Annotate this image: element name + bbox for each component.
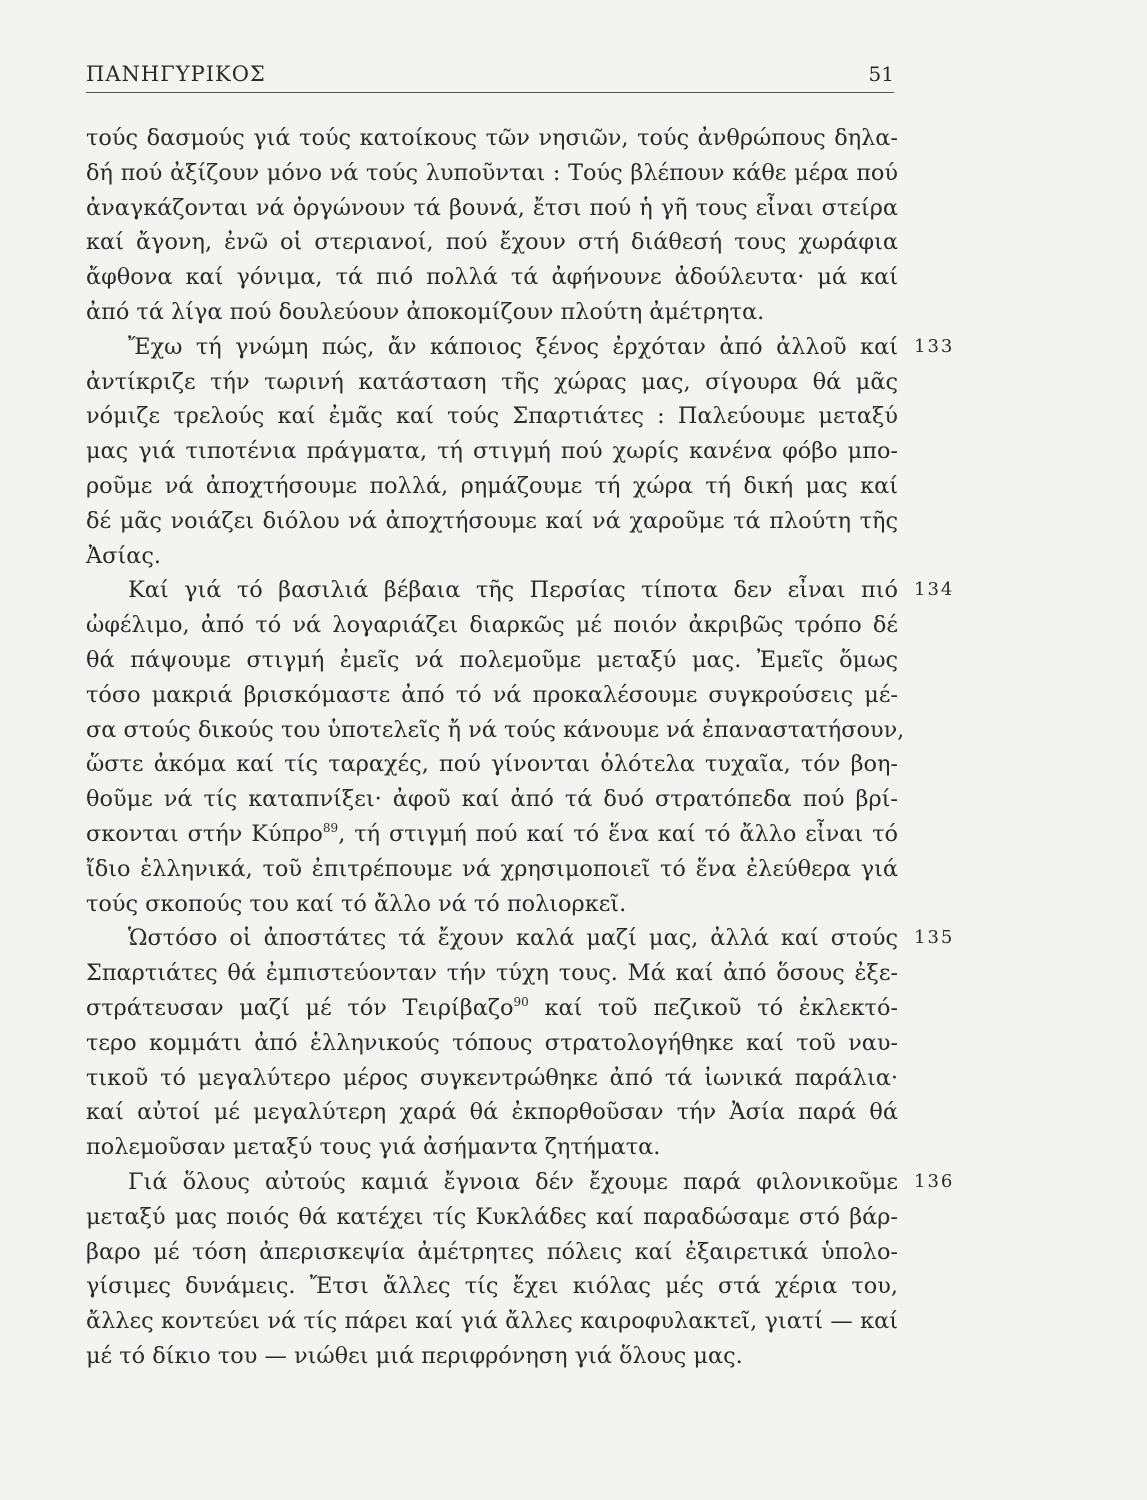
- text-line: μας γιά τιποτένια πράγματα, τή στιγμή πού χωρίς κανένα φόβο μπο-: [86, 438, 898, 465]
- line-text: Γιά ὅλους αὐτούς καμιά ἔγνοια δέν ἔχουμε παρά φιλονικοῦμε: [128, 1168, 898, 1195]
- text-line: τικοῦ τό μεγαλύτερο μέρος συγκεντρώθηκε ἀπό τά ἰωνικά παράλια·: [86, 1064, 898, 1091]
- text-line: τερο κομμάτι ἀπό ἑλληνικούς τόπους στρατολογήθηκε καί τοῦ ναυ-: [86, 1029, 898, 1056]
- footnote-ref-89[interactable]: 89: [322, 820, 339, 835]
- text-line: ἄλλες κοντεύει νά τίς πάρει καί γιά ἄλλες καιροφυλακτεῖ, γιατί — καί: [86, 1308, 898, 1335]
- text-line: ὠφέλιμο, ἀπό τό νά λογαριάζει διαρκῶς μέ ποιόν ἀκριβῶς τρόπο δέ: [86, 612, 898, 639]
- page-header: [86, 52, 894, 93]
- section-number: 134: [914, 579, 955, 601]
- text-line: καί αὐτοί μέ μεγαλύτερη χαρά θά ἐκπορθοῦσαν τήν Ἀσία παρά θά: [86, 1099, 898, 1126]
- text-line: [86, 991, 898, 1026]
- text-line: ἴδιο ἑλληνικά, τοῦ ἐπιτρέπουμε νά χρησιμοποιεῖ τό ἕνα ἐλεύθερα γιά: [86, 855, 898, 882]
- text-line: ἄφθονα καί γόνιμα, τά πιό πολλά τά ἀφήνουνε ἀδούλευτα· μά καί: [86, 264, 898, 291]
- text-line: δέ μᾶς νοιάζει διόλου νά ἀποχτήσουμε καί νά χαροῦμε τά πλούτη τῆς: [86, 507, 898, 534]
- text-line: βαρο μέ τόση ἀπερισκεψία ἀμέτρητες πόλεις καί ἐξαιρετικά ὑπολο-: [86, 1238, 898, 1265]
- text-line: [86, 1165, 955, 1200]
- text-line: [86, 573, 955, 608]
- text-line: ροῦμε νά ἀποχτήσουμε πολλά, ρημάζουμε τή χώρα τή δική μας καί: [86, 472, 898, 499]
- text-line: τόσο μακριά βρισκόμαστε ἀπό τό νά προκαλέσουμε συγκρούσεις μέ-: [86, 681, 898, 708]
- footnote-ref-90[interactable]: 90: [513, 994, 529, 1009]
- text-line: [86, 921, 955, 956]
- text-line: πολεμοῦσαν μεταξύ τους γιά ἀσήμαντα ζητήματα.: [86, 1134, 661, 1161]
- main-text: [86, 121, 955, 1374]
- section-number: 133: [914, 335, 955, 357]
- text-line: μεταξύ μας ποιός θά κατέχει τίς Κυκλάδες καί παραδώσαμε στό βάρ-: [86, 1203, 898, 1230]
- text-line: δή πού ἀξίζουν μόνο νά τούς λυποῦνται : Τούς βλέπουν κάθε μέρα πού: [86, 159, 898, 186]
- text-line: σα στούς δικούς του ὑποτελεῖς ἤ νά τούς κάνουμε νά ἐπαναστατήσουν,: [86, 716, 905, 743]
- text-line: Σπαρτιάτες θά ἐμπιστεύονταν τήν τύχη τους. Μά καί ἀπό ὅσους ἐξε-: [86, 960, 898, 987]
- line-text: , τή στιγμή πού καί τό ἕνα καί τό ἄλλο εἶναι τό: [338, 820, 898, 847]
- text-line: μέ τό δίκιο του — νιώθει μιά περιφρόνηση γιά ὅλους μας.: [86, 1342, 743, 1369]
- text-line: καί ἄγονη, ἐνῶ οἱ στεριανοί, πού ἔχουν στή διάθεσή τους χωράφια: [86, 229, 898, 256]
- section-number: 136: [914, 1170, 955, 1192]
- line-text: Καί γιά τό βασιλιά βέβαια τῆς Περσίας τίποτα δεν εἶναι πιό: [128, 577, 898, 604]
- section-number: 135: [914, 927, 955, 949]
- line-text: στράτευσαν μαζί μέ τόν Τειρίβαζο: [86, 994, 514, 1021]
- page-number: 51: [868, 62, 894, 86]
- line-text: Ὡστόσο οἱ ἀποστάτες τά ἔχουν καλά μαζί μας, ἀλλά καί στούς: [128, 925, 898, 952]
- text-line: τούς δασμούς γιά τούς κατοίκους τῶν νησιῶν, τούς ἀνθρώπους δηλα-: [86, 125, 898, 151]
- text-line: ἀπό τά λίγα πού δουλεύουν ἀποκομίζουν πλούτη ἀμέτρητα.: [86, 298, 765, 325]
- text-line: Ἀσίας.: [86, 542, 162, 569]
- text-line: ἀναγκάζονται νά ὀργώνουν τά βουνά, ἔτσι πού ἡ γῆ τους εἶναι στείρα: [86, 194, 898, 221]
- text-line: ὥστε ἀκόμα καί τίς ταραχές, πού γίνονται ὁλότελα τυχαῖα, τόν βοη-: [86, 751, 898, 778]
- text-line: θά πάψουμε στιγμή ἐμεῖς νά πολεμοῦμε μεταξύ μας. Ἐμεῖς ὅμως: [86, 646, 898, 673]
- line-text: Ἔχω τή γνώμη πώς, ἄν κάποιος ξένος ἐρχόταν ἀπό ἀλλοῦ καί: [128, 333, 898, 360]
- running-title: ΠΑΝΗΓΥΡΙΚΟΣ: [86, 62, 266, 86]
- text-line: τούς σκοπούς του καί τό ἄλλο νά τό πολιορκεῖ.: [86, 890, 627, 917]
- line-text: καί τοῦ πεζικοῦ τό ἐκλεκτό-: [528, 994, 898, 1021]
- text-line: νόμιζε τρελούς καί ἐμᾶς καί τούς Σπαρτιάτες : Παλεύουμε μεταξύ: [86, 403, 898, 430]
- text-line: γίσιμες δυνάμεις. Ἔτσι ἄλλες τίς ἔχει κιόλας μές στά χέρια του,: [86, 1273, 898, 1300]
- text-line: θοῦμε νά τίς καταπνίξει· ἀφοῦ καί ἀπό τά δυό στρατόπεδα πού βρί-: [86, 786, 898, 813]
- text-line: [86, 330, 955, 365]
- text-line: ἀντίκριζε τήν τωρινή κατάσταση τῆς χώρας μας, σίγουρα θά μᾶς: [86, 368, 898, 395]
- line-text: σκονται στήν Κύπρο: [86, 820, 323, 847]
- text-line: [86, 817, 898, 852]
